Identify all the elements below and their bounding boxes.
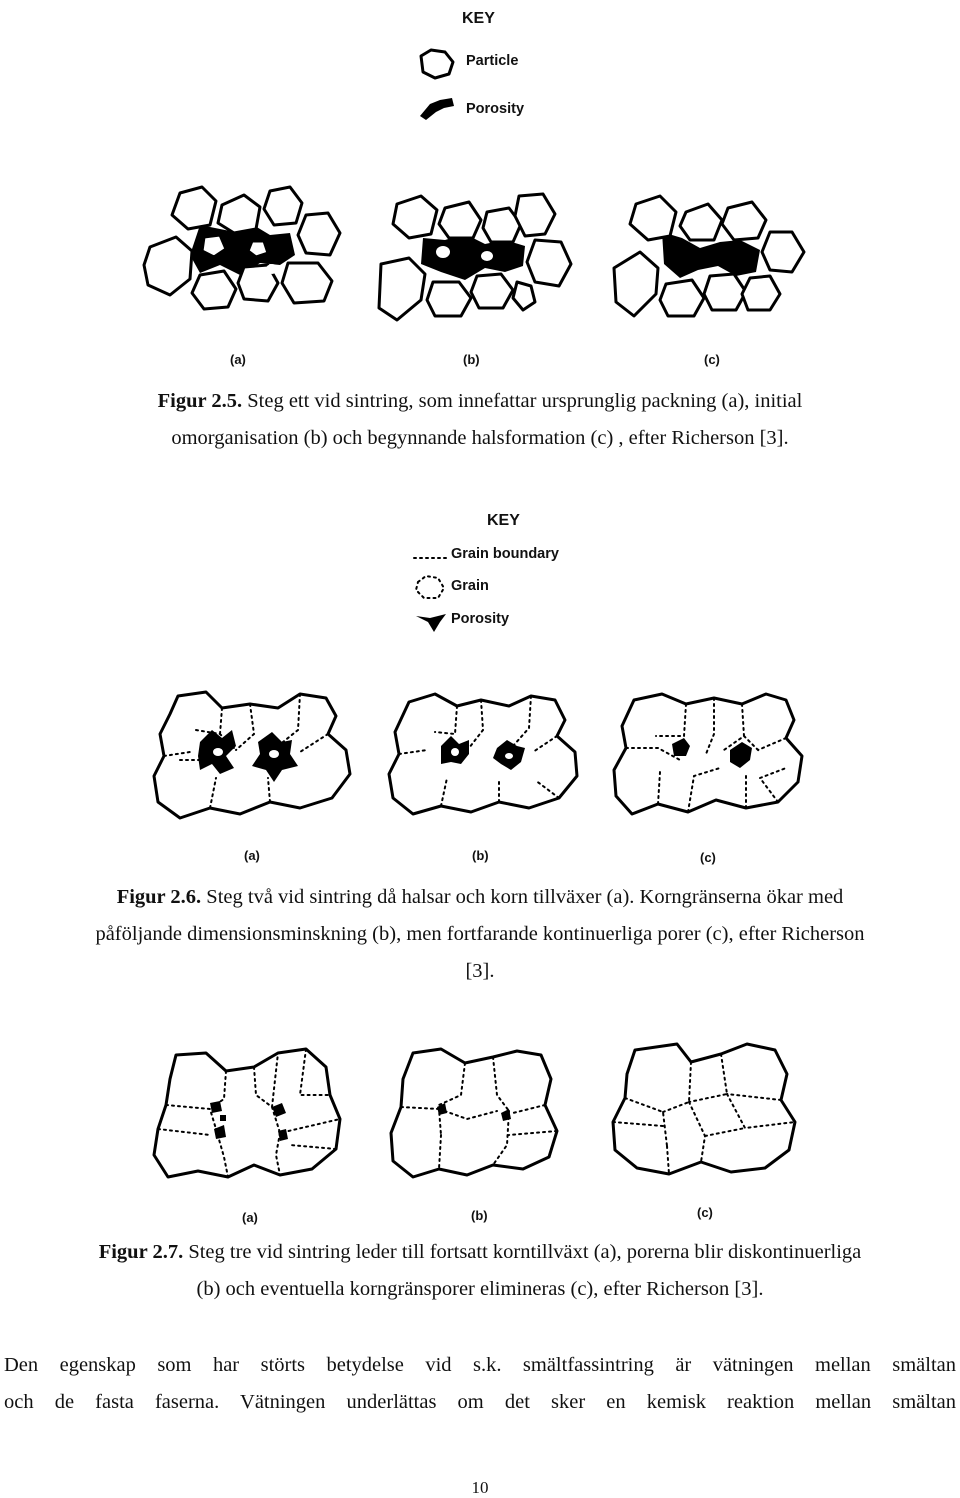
fig26-caption-number: Figur 2.6. [116,886,202,908]
fig27-caption-line2: (b) och eventuella korngränsporer elimineras (c), efter Richerson [3]. [196,1278,764,1300]
fig27-panel-a-diagram [150,1045,350,1195]
fig26-key-title: KEY [487,512,520,529]
fig26-caption-line3: [3]. [465,960,495,982]
particle-key-icon [415,46,459,82]
fig26-key-porosity: Porosity [451,611,510,627]
fig27-caption-line1: Steg tre vid sintring leder till fortsatt korntillväxt (a), porerna blir diskontinuerliga [183,1241,862,1263]
fig26-caption-line2: påföljande dimensionsminskning (b), men fortfarande kontinuerliga porer (c), efter Richerson [95,923,865,945]
porosity-key-icon-2 [414,610,450,634]
fig26-caption [0,879,960,990]
fig25-panel-a-diagram [140,185,350,315]
fig26-panel-a-diagram [150,690,360,825]
fig27-panel-b-diagram [385,1045,565,1195]
fig27-label-a: (a) [242,1210,258,1225]
fig26-panel-c-diagram [610,690,810,825]
fig25-label-a: (a) [230,352,246,367]
fig25-key-particle: Particle [466,53,519,69]
fig25-caption-line1: Steg ett vid sintring, som innefattar ursprunglig packning (a), initial [242,390,803,412]
fig25-label-b: (b) [463,352,480,367]
fig25-panel-b-diagram [375,190,585,330]
fig26-caption-line1: Steg två vid sintring då halsar och korn tillväxer (a). Korngränserna ökar med [201,886,844,908]
body-line2: och de fasta faserna. Vätningen underlättas om det sker en kemisk reaktion mellan smältan [4,1391,956,1413]
fig25-caption-number: Figur 2.5. [157,390,243,412]
fig26-panel-b-diagram [385,690,585,825]
fig27-caption-number: Figur 2.7. [98,1241,184,1263]
fig26-label-b: (b) [472,848,489,863]
grain-key-icon [412,572,448,602]
fig25-label-c: (c) [704,352,720,367]
fig27-panel-c-diagram [605,1040,805,1190]
fig27-label-c: (c) [697,1205,713,1220]
fig25-panel-c-diagram [610,190,810,330]
page-number: 10 [471,1478,489,1497]
fig27-label-b: (b) [471,1208,488,1223]
fig25-caption [0,383,960,457]
grain-boundary-key-icon [412,550,448,564]
body-paragraph [4,1347,956,1421]
body-line1: Den egenskap som har störts betydelse vid s.k. smältfassintring är vätningen mellan smältan [4,1354,956,1376]
fig25-key-title: KEY [462,10,495,27]
porosity-key-icon [416,94,458,122]
fig25-caption-line2: omorganisation (b) och begynnande halsformation (c) , efter Richerson [3]. [171,427,789,449]
fig27-caption [0,1234,960,1308]
fig26-label-c: (c) [700,850,716,865]
fig26-label-a: (a) [244,848,260,863]
fig25-key-porosity: Porosity [466,101,525,117]
fig26-key-grain-boundary: Grain boundary [451,546,559,562]
fig26-key-grain: Grain [451,578,489,594]
